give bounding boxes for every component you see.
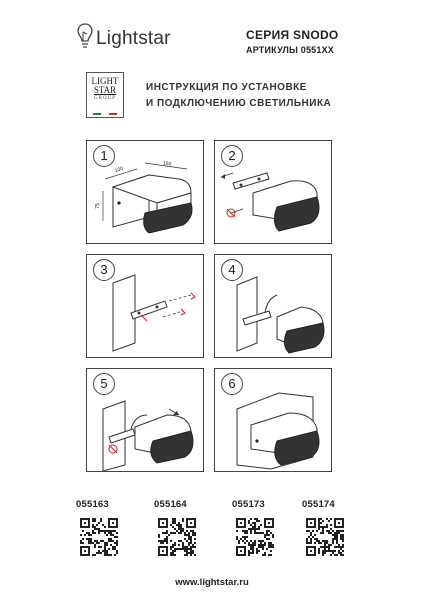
flag-stripe-green	[93, 113, 101, 115]
flag-stripe-red	[109, 113, 117, 115]
brand-logo-icon	[76, 22, 94, 52]
step-3-panel	[86, 254, 204, 358]
step-2-number: 2	[221, 145, 243, 167]
qr-code-1[interactable]	[80, 518, 118, 556]
step-1-panel	[86, 140, 204, 244]
step-5-panel	[86, 368, 204, 472]
instruction-title	[146, 80, 331, 112]
logo-line-2: STAR	[93, 85, 117, 95]
step-3-number: 3	[93, 259, 115, 281]
instruction-title-line-2: И ПОДКЛЮЧЕНИЮ СВЕТИЛЬНИКА	[146, 98, 332, 109]
flag-stripe-white	[101, 113, 109, 115]
series-title: СЕРИЯ SNODO	[246, 28, 339, 42]
step-6-panel	[214, 368, 332, 472]
qr-code-4[interactable]	[306, 518, 344, 556]
italian-flag-icon	[93, 113, 117, 115]
dim-width-label: 150	[162, 160, 172, 168]
website-link[interactable]: www.lightstar.ru	[175, 577, 249, 588]
step-2-panel	[214, 140, 332, 244]
step-1-number: 1	[93, 145, 115, 167]
logo-line-1: LIGHT	[91, 76, 119, 86]
brand-name: Lightstar	[96, 28, 171, 49]
articles-title: АРТИКУЛЫ 0551ХХ	[246, 45, 334, 55]
article-code-4: 055174	[302, 499, 335, 510]
logo-line-3: GROUP	[94, 96, 116, 101]
instruction-title-line-1: ИНСТРУКЦИЯ ПО УСТАНОВКЕ	[146, 82, 307, 93]
step-6-number: 6	[221, 373, 243, 395]
lightstar-group-logo	[86, 72, 124, 118]
article-code-1: 055163	[76, 499, 109, 510]
dim-height-label: 75	[94, 203, 101, 209]
step-5-number: 5	[93, 373, 115, 395]
dim-depth-label: 100	[114, 165, 125, 175]
article-code-2: 055164	[154, 499, 187, 510]
qr-code-2[interactable]	[158, 518, 196, 556]
qr-code-3[interactable]	[236, 518, 274, 556]
article-code-3: 055173	[232, 499, 265, 510]
step-4-panel	[214, 254, 332, 358]
step-4-number: 4	[221, 259, 243, 281]
